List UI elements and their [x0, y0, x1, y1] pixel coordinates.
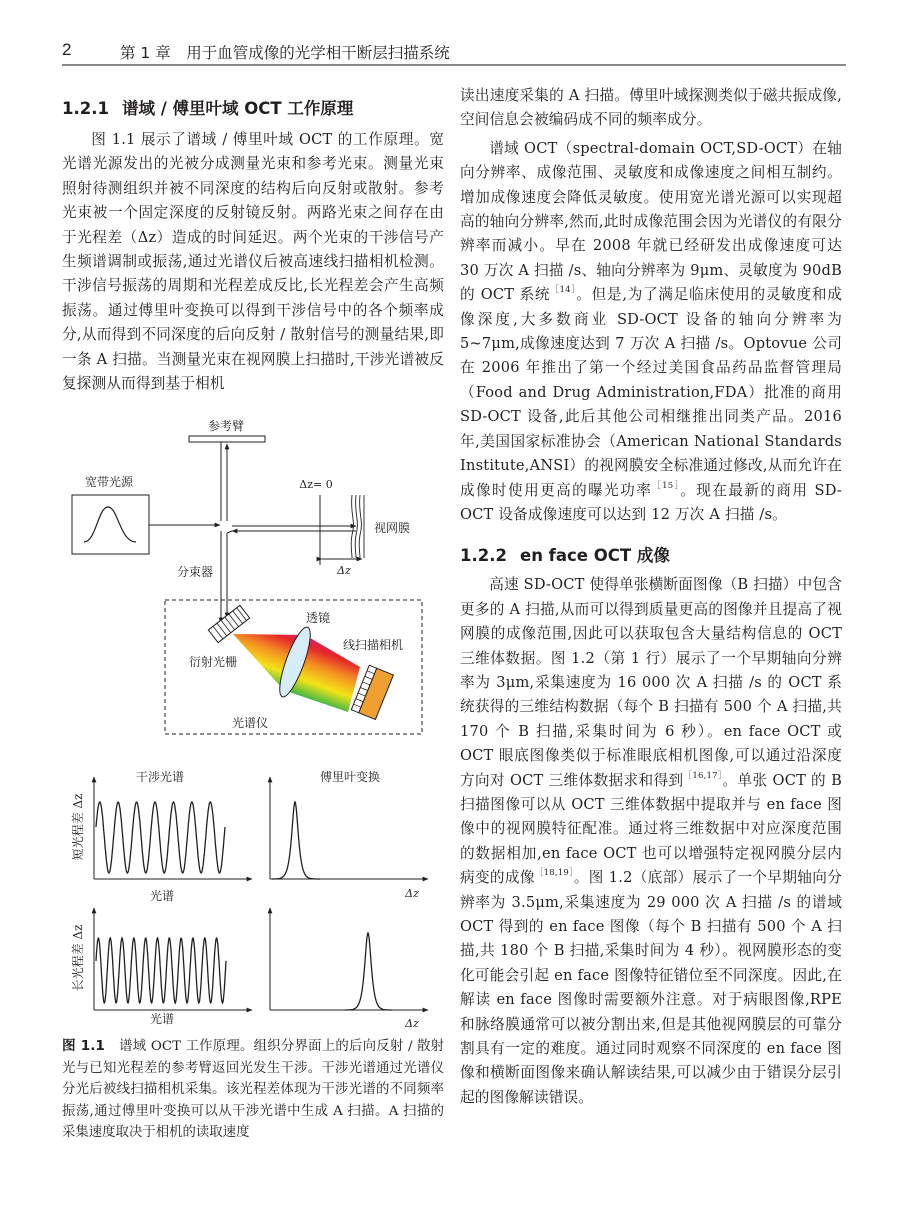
short-opd-interference-curve	[96, 802, 225, 873]
citation-ref: ［14］	[550, 285, 577, 296]
reference-mirror	[189, 436, 265, 442]
paragraph	[460, 137, 842, 528]
interference-title: 干涉光谱	[135, 770, 185, 784]
beam-paths	[149, 442, 356, 623]
beam-splitter-label: 分束器	[176, 565, 214, 579]
paragraph-text: 。图 1.2（底部）展示了一个早期轴向分辨率为 3.5μm,采集速度为 29 000 次 A 扫描 /s 的谱域 OCT 得到的 en face 图像（每个 B 扫描有 500 个 A 扫描,共 180 个 B 扫描,采集时间为 4 秒）。视网膜形态的变化可能会引起 en face 图像特征错位至不同深度。因此,在解读 en face 图像时需要额外注意。对于病眼图像,RPE 和脉络膜通常可以被分割出来,但是其他视网膜层的可靠分割具有一定的难度。通过同时观察不同深度的 en face 图像和横断面图像来确认解读结果,可以减少由于错误分层引起的图像解读错误。	[460, 869, 842, 1106]
oct-schematic-diagram	[60, 400, 450, 770]
paragraph	[460, 84, 842, 133]
long-opd-ylabel: 长光程差 Δz	[71, 924, 85, 992]
citation-ref: ［16,17］	[683, 770, 723, 781]
citation-ref: ［18,19］	[534, 868, 574, 879]
paragraph-text: 谱域 OCT（spectral-domain OCT,SD-OCT）在轴向分辨率、成像范围、灵敏度和成像速度之间相互制约。增加成像速度会降低灵敏度。使用宽光谱光源可以实现超高的轴向分辨率,然而,此时成像范围会因为光谱仪的有限分辨率而减小。早在 2008 年就已经研发出成像速度可达 30 万次 A 扫描 /s、轴向分辨率为 9μm、灵敏度为 90dB 的 OCT 系统	[460, 139, 842, 304]
short-opd-fourier-peak	[272, 802, 320, 879]
delta-z-xlabel-top: Δz	[405, 887, 419, 900]
reference-arm-label: 参考臂	[207, 419, 245, 433]
paragraph	[460, 573, 842, 1110]
lens-label: 透镜	[305, 611, 331, 625]
citation-ref: ［15］	[652, 480, 681, 491]
plot-axes	[94, 777, 428, 1010]
page-number: 2	[62, 40, 72, 59]
line-scan-camera-label: 线扫描相机	[343, 638, 404, 652]
paragraph	[62, 128, 444, 396]
delta-z-zero-label: Δz= 0	[299, 478, 333, 491]
paragraph-text: 高速 SD-OCT 使得单张横断面图像（B 扫描）中包含更多的 A 扫描,从而可以得到质量更高的图像并且提高了视网膜的成像范围,因此可以获取包含大量结构信息的 OCT 三维体数据。图 1.2（第 1 行）展示了一个早期轴向分辨率为 3μm,采集速度为 16 000 次 A 扫描 /s 的 OCT 系统获得的三维结构数据（每个 B 扫描有 500 个 A 扫描,共 170 个 B 扫描,采集时间为 6 秒）。en face OCT 或 OCT 眼底图像类似于标准眼底相机图像,可以通过沿深度方向对 OCT 三维体数据求和得到	[460, 576, 842, 789]
retina-label: 视网膜	[374, 521, 411, 535]
spectrometer-label: 光谱仪	[231, 716, 269, 730]
paragraph-text: 读出速度采集的 A 扫描。傅里叶域探测类似于磁共振成像,空间信息会被编码成不同的频率成分。	[460, 87, 842, 129]
diffraction-grating-label: 衍射光栅	[188, 655, 238, 669]
section-heading-1-2-1	[62, 94, 444, 124]
paragraph-text: 。但是,为了满足临床使用的灵敏度和成像深度,大多数商业 SD-OCT 设备的轴向分辨率为 5~7μm,成像速度达到 7 万次 A 扫描 /s。Optovue 公司在 2006 年推出了第一个经过美国食品药品监督管理局（Food and Drug Administration,FDA）批准的商用 SD-OCT 设备,此后其他公司相继推出同类产品。2016 年,美国国家标准协会（American National Standards Institute,ANSI）的视网膜安全标准通过修改,从而允许在成像时使用更高的曝光功率	[460, 286, 842, 499]
short-opd-ylabel: 短光程差 Δz	[71, 793, 85, 861]
figure-label: 图 1.1	[62, 1038, 105, 1054]
spectrum-xlabel-top: 光谱	[149, 889, 175, 903]
paragraph-text: 。现在最新的商用 SD-OCT 设备成像速度可以达到 12 万次 A 扫描 /s。	[460, 481, 842, 523]
caption-text: 谱域 OCT 工作原理。组织分界面上的后向反射 / 散射光与已知光程差的参考臂返回光发生干涉。干涉光谱通过光谱仪分光后被线扫描相机采集。该光程差体现为干涉光谱的不同频率振荡,通过傅里叶变换可以从干涉光谱中生成 A 扫描。A 扫描的采集速度取决于相机的读取速度	[62, 1039, 444, 1140]
paragraph-text: 。单张 OCT 的 B 扫描图像可以从 OCT 三维体数据中提取并与 en face 图像中的视网膜特征配准。通过将三维数据中对应深度范围的数据相加,en face OCT 也可以增强特定视网膜分层内病变的成像	[460, 771, 842, 887]
retina-layers	[351, 495, 364, 558]
delta-z-label: Δz	[337, 564, 351, 577]
header-rule	[62, 64, 846, 66]
interference-fourier-plots	[60, 765, 450, 1030]
section-number: 1.2.2	[460, 546, 507, 566]
long-opd-interference-curve	[96, 938, 226, 1003]
long-opd-fourier-peak	[345, 933, 392, 1010]
broadband-source-label: 宽带光源	[84, 475, 134, 489]
left-column	[62, 94, 444, 396]
spectrum-xlabel-bottom: 光谱	[149, 1012, 175, 1026]
fourier-title: 傅里叶变换	[319, 770, 381, 784]
section-title: 谱域 / 傅里叶域 OCT 工作原理	[122, 99, 354, 118]
section-title: en face OCT 成像	[520, 546, 670, 566]
section-heading-1-2-2	[460, 541, 842, 571]
section-number: 1.2.1	[62, 99, 109, 118]
right-column	[460, 84, 842, 1110]
paragraph-text: 图 1.1 展示了谱域 / 傅里叶域 OCT 的工作原理。宽光谱光源发出的光被分成测量光束和参考光束。测量光束照射待测组织并被不同深度的结构后向反射或散射。参考光束被一个固定深度的反射镜反射。两路光束之间存在由于光程差（Δz）造成的时间延迟。两个光束的干涉信号产生频谱调制或振荡,通过光谱仪后被高速线扫描相机检测。干涉信号振荡的周期和光程差成反比,长光程差会产生高频振荡。通过傅里叶变换可以得到干涉信号中的各个频率成分,从而得到不同深度的后向反射 / 散射信号的测量结果,即一条 A 扫描。当测量光束在视网膜上扫描时,干涉光谱被反复探测从而得到基于相机	[62, 131, 444, 393]
figure-caption	[62, 1034, 444, 1144]
running-header: 第 1 章 用于血管成像的光学相干断层扫描系统	[120, 44, 450, 62]
delta-z-xlabel-bottom: Δz	[405, 1017, 419, 1030]
broadband-source-box	[72, 495, 149, 554]
